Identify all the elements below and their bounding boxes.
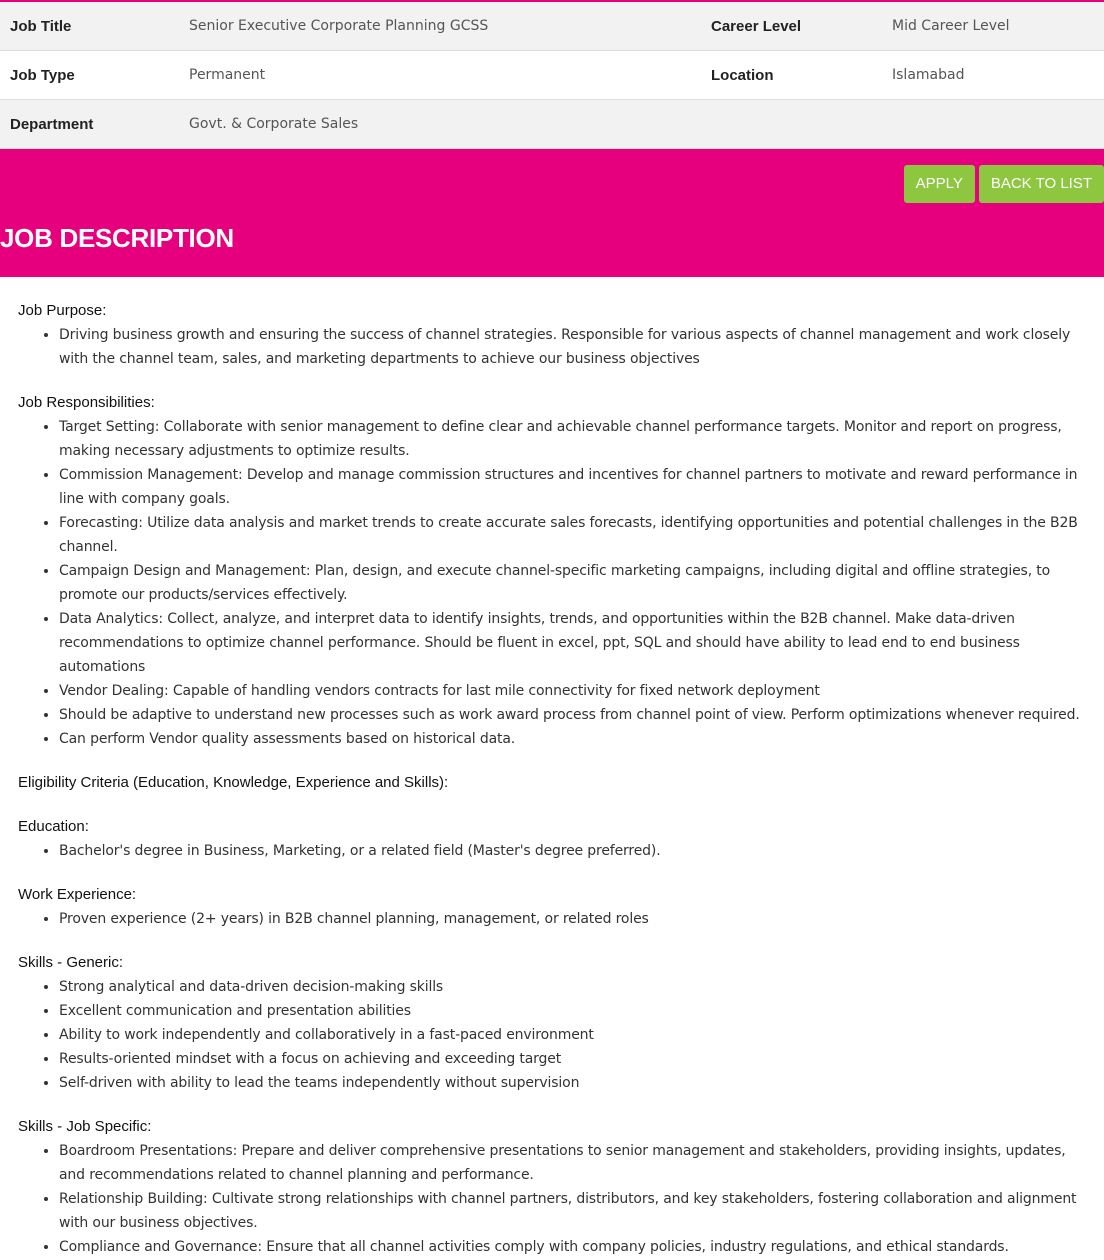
bullet-list [18,415,1086,751]
section-heading: Job Responsibilities: [18,394,155,411]
section-title: JOB DESCRIPTION [0,223,234,253]
job-type-label: Job Type [0,51,179,100]
section-heading: Work Experience: [18,886,137,903]
apply-button[interactable]: APPLY [904,165,975,203]
list-item: • Proven experience (2+ years) in B2B channel planning, management, or related roles [59,907,1086,931]
list-item: • Results-oriented mindset with a focus on achieving and exceeding target [59,1047,1086,1071]
bullet-list [18,1139,1086,1259]
description-section [18,951,1086,1095]
list-item: • Bachelor's degree in Business, Marketing, or a related field (Master's degree preferred). [59,839,1086,863]
section-heading: Job Purpose: [18,302,107,319]
list-item: • Relationship Building: Cultivate strong relationships with channel partners, distributors, and key stakeholders, fostering collaboration and alignment with our business objectives. [59,1187,1086,1235]
list-item: • Data Analytics: Collect, analyze, and interpret data to identify insights, trends, and opportunities within the B2B channel. Make data-driven recommendations to optimize channel performance. Should be fluent in excel, ppt, SQL and should have ability to lead end to end business automations [59,607,1086,679]
description-section [18,299,1086,371]
list-item: • Driving business growth and ensuring the success of channel strategies. Responsible for various aspects of channel management and work closely with the channel team, sales, and marketing departments to achieve our business objectives [59,323,1086,371]
list-item: • Boardroom Presentations: Prepare and deliver comprehensive presentations to senior management and stakeholders, providing insights, updates, and recommendations related to channel planning and performance. [59,1139,1086,1187]
back-to-list-button[interactable]: BACK TO LIST [979,165,1104,203]
job-description-banner [0,149,1104,277]
section-heading: Skills - Job Specific: [18,1118,152,1135]
empty-cell [701,100,882,149]
description-section [18,815,1086,863]
description-section [18,771,1086,795]
list-item: • Campaign Design and Management: Plan, design, and execute channel-specific marketing campaigns, including digital and offline strategies, to promote our products/services effectively. [59,559,1086,607]
info-row-department [0,100,1104,149]
job-title-value: Senior Executive Corporate Planning GCSS [179,2,701,51]
section-heading: Skills - Generic: [18,954,124,971]
bullet-list [18,975,1086,1095]
list-item: • Commission Management: Develop and manage commission structures and incentives for channel partners to motivate and reward performance in line with company goals. [59,463,1086,511]
info-row-type [0,51,1104,100]
department-value: Govt. & Corporate Sales [179,100,701,149]
description-section [18,1115,1086,1259]
career-level-label: Career Level [701,2,882,51]
list-item: • Should be adaptive to understand new processes such as work award process from channel point of view. Perform optimizations whenever required. [59,703,1086,727]
bullet-list [18,839,1086,863]
list-item: • Excellent communication and presentation abilities [59,999,1086,1023]
section-heading: Education: [18,818,89,835]
job-description-content [0,277,1104,1259]
career-level-value: Mid Career Level [882,2,1104,51]
bullet-list [18,907,1086,931]
job-title-label: Job Title [0,2,179,51]
list-item: • Forecasting: Utilize data analysis and market trends to create accurate sales forecasts, identifying opportunities and potential challenges in the B2B channel. [59,511,1086,559]
section-heading: Eligibility Criteria (Education, Knowledge, Experience and Skills): [18,774,449,791]
list-item: • Vendor Dealing: Capable of handling vendors contracts for last mile connectivity for fixed network deployment [59,679,1086,703]
description-section [18,883,1086,931]
job-info-table [0,2,1104,149]
list-item: • Strong analytical and data-driven decision-making skills [59,975,1086,999]
description-section [18,391,1086,751]
list-item: • Self-driven with ability to lead the teams independently without supervision [59,1071,1086,1095]
bullet-list [18,323,1086,371]
list-item: • Compliance and Governance: Ensure that all channel activities comply with company policies, industry regulations, and ethical standards. [59,1235,1086,1259]
action-buttons [904,165,1104,203]
empty-cell [882,100,1104,149]
list-item: • Ability to work independently and collaboratively in a fast-paced environment [59,1023,1086,1047]
list-item: • Can perform Vendor quality assessments based on historical data. [59,727,1086,751]
job-type-value: Permanent [179,51,701,100]
location-label: Location [701,51,882,100]
list-item: • Target Setting: Collaborate with senior management to define clear and achievable channel performance targets. Monitor and report on progress, making necessary adjustments to optimize results. [59,415,1086,463]
info-row-title [0,2,1104,51]
department-label: Department [0,100,179,149]
location-value: Islamabad [882,51,1104,100]
